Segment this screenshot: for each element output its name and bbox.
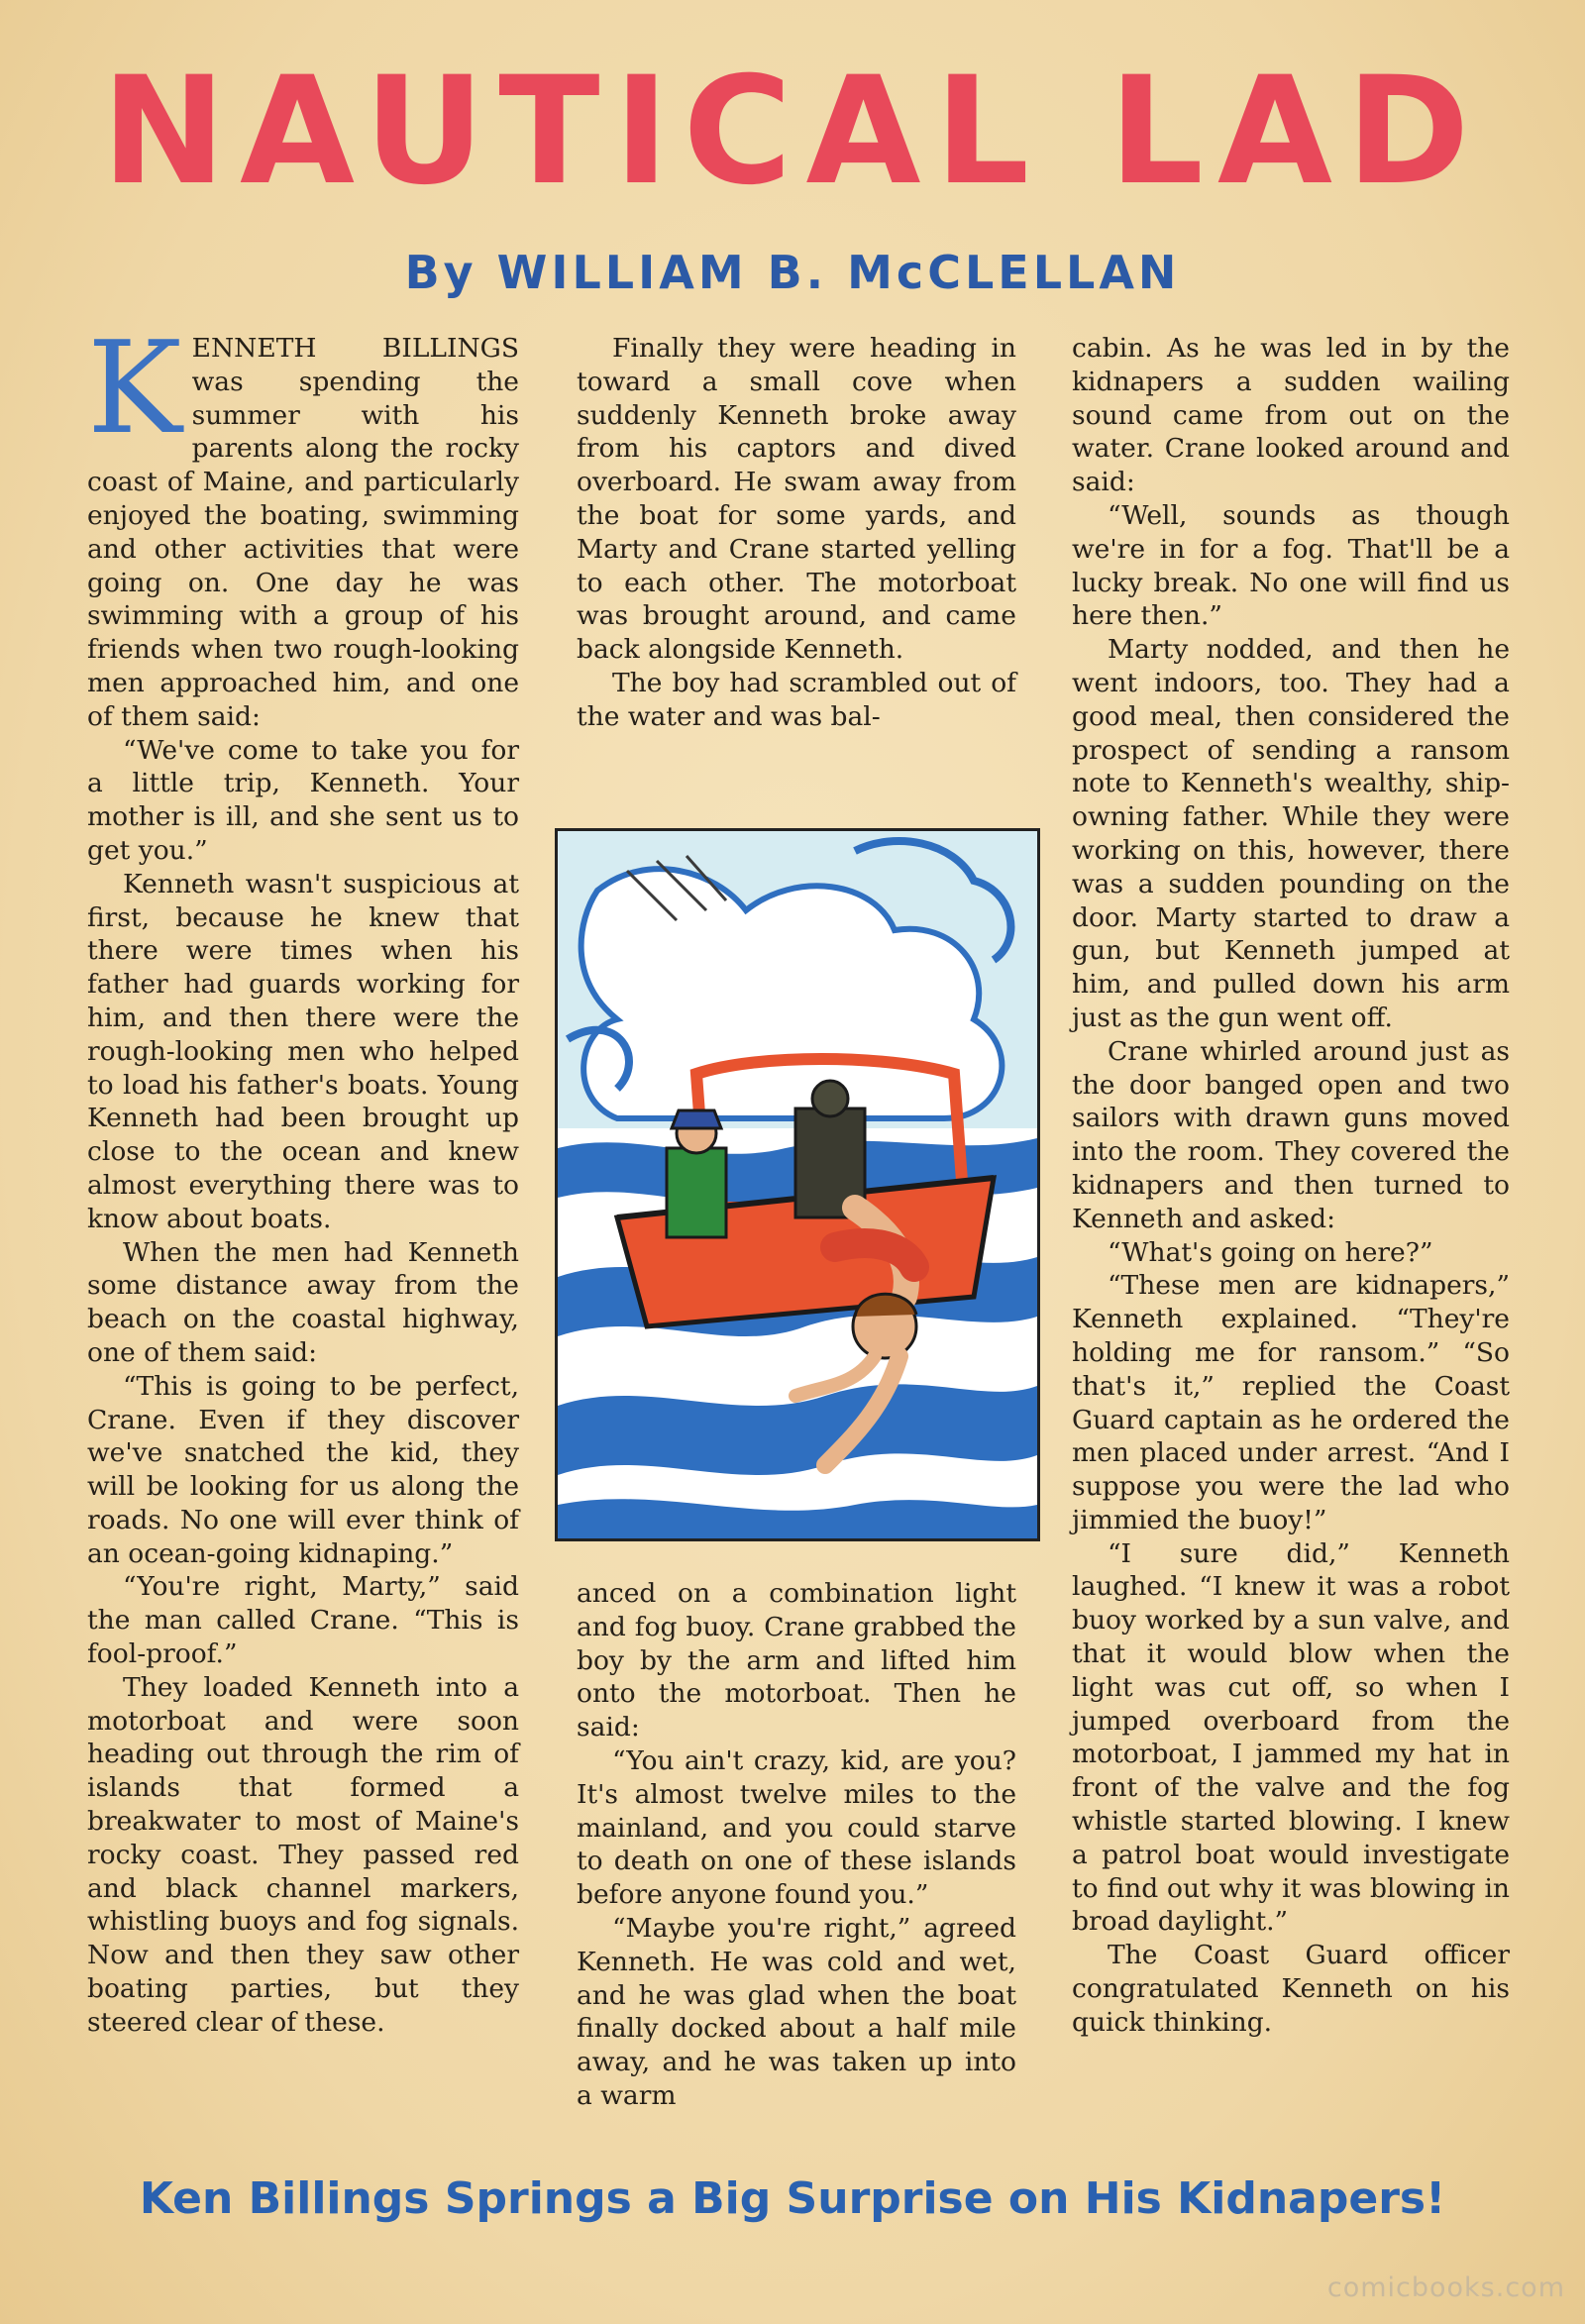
paragraph: “I sure did,” Kenneth laughed. “I knew it was a robot buoy worked by a sun valve, and that it would blow when the light was cut off, so when I jumped overboard from the motorboat, I jammed my hat in front of the valve and the fog whistle started blowing. I knew a patrol boat would investigate to find out why it was blowing in broad daylight.” bbox=[1072, 1537, 1510, 1938]
paragraph: Marty nodded, and then he went indoors, too. They had a good meal, then considered the prospect of sending a ransom note to Kenneth's wealthy, ship-owning father. While they were working on this, however, there was a sudden pounding on the door. Marty started to draw a gun, but Kenneth jumped at him, and pulled down his arm just as the gun went off. bbox=[1072, 634, 1510, 1033]
drop-cap: K bbox=[87, 315, 182, 463]
paragraph: They loaded Kenneth into a motorboat and were soon heading out through the rim of islands that formed a breakwater to most of Maine's rocky coast. They passed red and black channel markers, whistling buoys and fog signals. Now and then they saw other boating parties, but they steered clear of these. bbox=[87, 1671, 519, 2038]
paragraph: “You're right, Marty,” said the man called Crane. “This is fool-proof.” bbox=[87, 1571, 519, 1670]
paragraph: The boy had scrambled out of the water and was bal- bbox=[577, 667, 1016, 732]
paragraph: “This is going to be perfect, Crane. Even if they discover we've snatched the kid, they will be looking for us along the roads. No one will ever think of an ocean-going kidnaping.” bbox=[87, 1370, 519, 1569]
paragraph: “Well, sounds as though we're in for a fog. That'll be a lucky break. No one will find us here then.” bbox=[1072, 499, 1510, 632]
text-column-2-top bbox=[577, 332, 1016, 778]
paragraph: anced on a combination light and fog buoy. Crane grabbed the boy by the arm and lifted him onto the motorboat. Then he said: bbox=[577, 1578, 1016, 1743]
paragraph: cabin. As he was led in by the kidnapers a sudden wailing sound came from out on the water. Crane looked around and said: bbox=[1072, 333, 1510, 498]
paragraph: “What's going on here?” bbox=[1108, 1236, 1433, 1268]
paragraph: Kenneth wasn't suspicious at first, because he knew that there were times when his father had guards working for him, and then there were the rough-looking men who helped to load his father's boats. Young Kenneth had been brought up close to the ocean and knew almost everything there was to know about boats. bbox=[87, 868, 519, 1234]
text-column-1 bbox=[87, 315, 519, 2145]
paragraph: “Maybe you're right,” agreed Kenneth. He was cold and wet, and he was glad when the boat finally docked about a half mile away, and he was taken up into a warm bbox=[577, 1912, 1016, 2111]
paragraph: Finally they were heading in toward a small cove when suddenly Kenneth broke away from his captors and dived overboard. He swam away from the boat for some yards, and Marty and Crane started yelling to each other. The motorboat was brought around, and came back alongside Kenneth. bbox=[577, 333, 1016, 666]
paragraph: “We've come to take you for a little trip, Kenneth. Your mother is ill, and she sent us to get you.” bbox=[87, 734, 519, 866]
paragraph: KENNETH BILLINGS was spending the summer with his parents along the rocky coast of Maine, and particularly enjoyed the boating, swimming and other activities that were going on. One day he was swimming with a group of his friends when two rough-looking men approached him, and one of them said: bbox=[87, 315, 519, 732]
byline: By WILLIAM B. McCLELLAN bbox=[404, 246, 1181, 299]
paragraph: The Coast Guard officer congratulated Kenneth on his quick thinking. bbox=[1072, 1940, 1510, 2038]
boat-scene-illustration bbox=[558, 831, 1037, 1538]
paragraph: “You ain't crazy, kid, are you? It's almost twelve miles to the mainland, and you could starve to death on one of these islands before anyone found you.” bbox=[577, 1744, 1016, 1911]
text-column-3 bbox=[1072, 332, 1510, 2155]
paragraph: “These men are kidnapers,” Kenneth explained. “They're holding me for ransom.” “So that's it,” replied the Coast Guard captain as he ordered the men placed under arrest. “And I suppose you were the lad who jimmied the buoy!” bbox=[1072, 1270, 1510, 1535]
teaser-headline: Ken Billings Springs a Big Surprise on His Kidnapers! bbox=[139, 2173, 1446, 2224]
watermark: comicbooks.com bbox=[1326, 2272, 1565, 2303]
paragraph: Crane whirled around just as the door banged open and two sailors with drawn guns moved into the room. They covered the kidnapers and then turned to Kenneth and asked: bbox=[1072, 1035, 1510, 1234]
paragraph: When the men had Kenneth some distance away from the beach on the coastal highway, one of them said: bbox=[87, 1236, 519, 1368]
text-column-2-bottom bbox=[577, 1577, 1016, 2152]
story-illustration bbox=[555, 828, 1040, 1541]
story-title: NAUTICAL LAD bbox=[101, 46, 1484, 218]
